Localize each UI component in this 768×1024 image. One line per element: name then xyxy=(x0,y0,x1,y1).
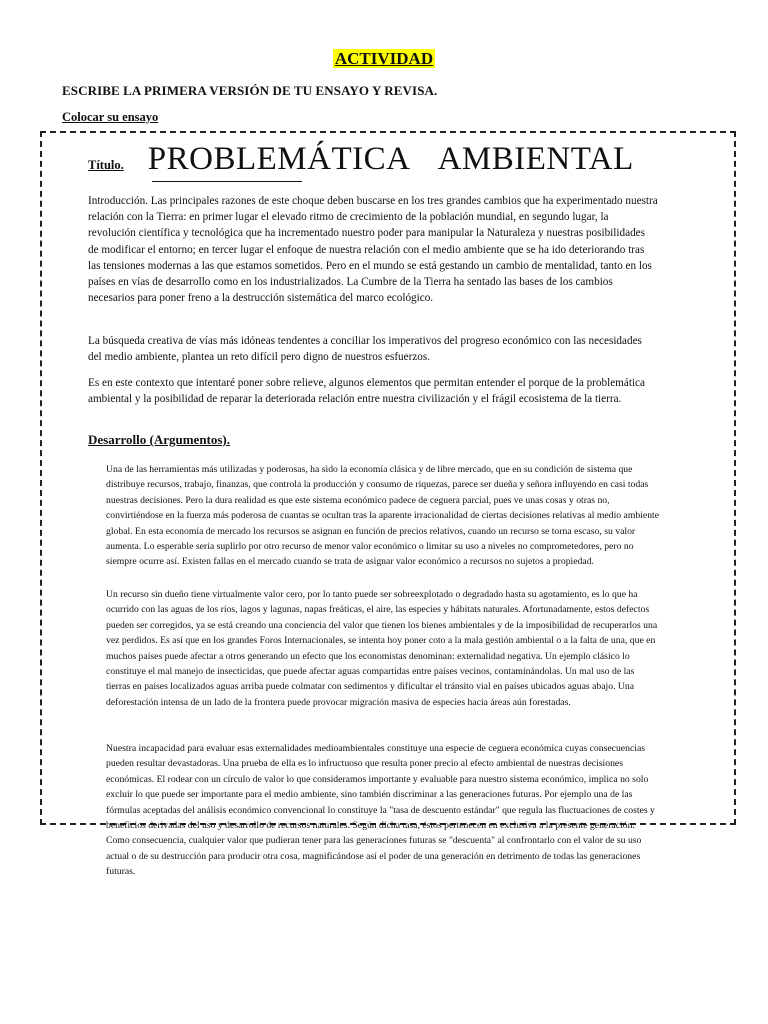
development-paragraph: Un recurso sin dueño tiene virtualmente valor cero, por lo tanto puede ser sobreexplotado o degradado hasta su agotamiento, es lo que ha ocurrido con las aguas de los ríos, lagos y lagunas, napas freáticas, el aire, las especies y hábitats naturales. Afortunadamente, estos defectos pueden ser corregidos, ya se está creando una conciencia del valor que tienen los bienes ambientales y de la imposibilidad de recuperarlos una vez perdidos. Es así que en los grandes Foros Internacionales, se intenta hoy poner coto a la mala gestión ambiental o a la falta de una, que en muchos países puede afectar a otros generando un efecto que los economistas denominan: externalidad negativa. Un ejemplo clásico lo constituye el mal manejo de insecticidas, que puede afectar aguas compartidas entre países vecinos, contaminándolas. Un mal uso de las tierras en países localizados aguas arriba puede colmatar con sedimentos y dificultar el tránsito vial en países ubicados aguas abajo. Una deforestación intensa de un lado de la frontera puede provocar migración masiva de especies hacia áreas aún forestadas. xyxy=(106,589,658,708)
development-paragraph: Nuestra incapacidad para evaluar esas externalidades medioambientales constituye una especie de ceguera económica cuyas consecuencias pueden resultar devastadoras. Una prueba de ella es lo infructuoso que resulta poner precio al efecto ambiental de nuestras decisiones económicas. El rodear con un círculo de valor lo que consideramos importante y evaluable para nuestro sistema económico, implica no solo excluir lo que puede ser importante para el medio ambiente, sino también discriminar a las generaciones futuras. Por ejemplo una de las fórmulas aceptadas del análisis económico convencional lo constituye la "tasa de descuento estándar" que regula las fluctuaciones de costes y beneficios derivadas del uso y desarrollo de recursos naturales. Según dicha tasa, éstos pertenecen en exclusiva a la presente generación. Como consecuencia, cualquier valor que pudieran tener para las generaciones futuras se "descuenta" al confrontarlo con el valor de su uso actual o de su destrucción para producir otra cosa, magnificándose así el poder de una generación en detrimento de todas las generaciones futuras. xyxy=(106,743,655,878)
title-underline xyxy=(152,181,302,182)
intro-paragraph: Es en este contexto que intentaré poner sobre relieve, algunos elementos que permitan entender el porque de la problemática ambiental y la posibilidad de reparar la deteriorada relación entre nuestra civilización y el frágil ecosistema de la tierra. xyxy=(88,377,645,406)
title-label: Título. xyxy=(88,158,124,172)
activity-title: ACTIVIDAD xyxy=(334,49,434,68)
intro-paragraph: La búsqueda creativa de vías más idóneas tendentes a conciliar los imperativos del progreso económico con las necesidades del medio ambiente, plantea un reto difícil pero digno de nuestros esfuerzos. xyxy=(88,335,642,364)
development-paragraph: Una de las herramientas más utilizadas y poderosas, ha sido la economía clásica y de libre mercado, que en su condición de sistema que distribuye recursos, trabajo, finanzas, que controla la producción y consumo de riquezas, parece ser dueña y señora influyendo en casi todas nuestras decisiones. Pero la dura realidad es que este sistema económico padece de ceguera parcial, pues ve unas cosas y otras no, convirtiéndose en la fuerza más poderosa de cuantas se ocultan tras la aparente irracionalidad de ciertas decisiones relativas al medio ambiente global. En esta economía de mercado los recursos se asignan en función de precios relativos, cuando un recurso se torna escaso, su valor aumenta. Lo esperable sería suplirlo por otro recurso de menor valor económico o limitar su uso a niveles no comprometedores, pero no siempre ocurre así. Existen fallas en el mercado cuando se trata de asignar valor económico a recursos no sujetos a propiedad. xyxy=(106,464,660,568)
essay-title: PROBLEMÁTICA AMBIENTAL xyxy=(147,141,634,177)
instruction-text: ESCRIBE LA PRIMERA VERSIÓN DE TU ENSAYO Y REVISA. xyxy=(62,83,438,98)
title-row xyxy=(88,143,634,176)
intro-paragraph: Introducción. Las principales razones de este choque deben buscarse en los tres grandes cambios que ha experimentado nuestra relación con la Tierra: en primer lugar el elevado ritmo de crecimiento de la población mundial, en segundo lugar, la revolución científica y tecnológica que ha incrementado nuestro poder para manipular la Naturaleza y nuestras posibilidades de modificar el entorno; en tercer lugar el enfoque de nuestra relación con el medio ambiente que se ha ido deteriorando tras las tensiones modernas a las que estamos sometidos. Pero en el mundo se está gestando un cambio de mentalidad, tanto en los países en vías de desarrollo como en los industrializados. La Cumbre de la Tierra ha sentado las bases de los cambios necesarios para poner freno a la destrucción sistemática del marco ecológico. xyxy=(88,195,658,305)
development-heading: Desarrollo (Argumentos). xyxy=(88,432,231,447)
activity-heading xyxy=(0,49,768,69)
place-essay-label: Colocar su ensayo xyxy=(62,110,159,124)
